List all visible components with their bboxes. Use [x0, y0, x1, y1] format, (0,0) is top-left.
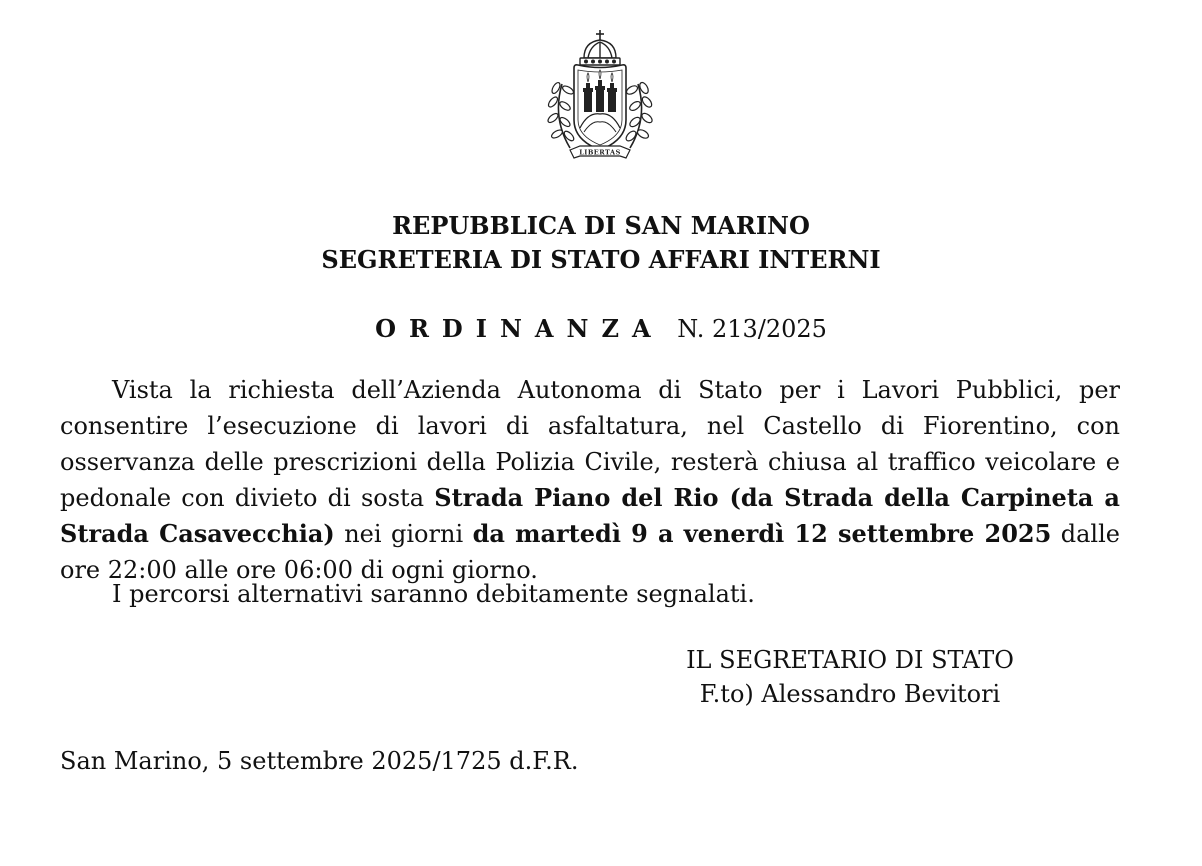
ordinanza-title — [0, 312, 1202, 346]
body-text-part-3: dalle ore 22:00 alle ore 06:00 di ogni giorno. — [60, 520, 1120, 584]
body-text-part-1: Vista la richiesta dell’Azienda Autonoma di Stato per i Lavori Pubblici, per consentire l’esecuzione di lavori di asfaltatura, nel Castello di Fiorentino, con osservanza delle prescrizioni della Polizia Civile, resterà chiusa al traffico veicolare e pedonale con divieto di sosta — [60, 376, 1120, 512]
motto-ribbon — [570, 146, 630, 158]
header-secretariat: SEGRETERIA DI STATO AFFARI INTERNI — [321, 245, 881, 274]
body-closure-dates: da martedì 9 a venerdì 12 settembre 2025 — [472, 519, 1052, 548]
oak-branch-right-icon — [624, 81, 653, 148]
signature-signer: F.to) Alessandro Bevitori — [699, 680, 1001, 708]
body-text-part-2: nei giorni — [334, 520, 473, 548]
place-and-date: San Marino, 5 settembre 2025/1725 d.F.R. — [60, 747, 579, 775]
signature-role: IL SEGRETARIO DI STATO — [686, 646, 1014, 674]
laurel-branch-left-icon — [546, 81, 575, 148]
crown-icon — [580, 40, 620, 65]
header-republic: REPUBBLICA DI SAN MARINO — [392, 211, 810, 240]
svg-text:LIBERTAS: LIBERTAS — [579, 148, 621, 157]
ordinanza-word: ORDINANZA — [375, 314, 664, 343]
body-road-name: Strada Piano del Rio (da Strada della Carpineta a Strada Casavecchia) — [60, 483, 1120, 548]
shield-icon — [574, 65, 626, 150]
coat-of-arms-emblem — [540, 28, 660, 166]
ordinance-body-paragraph — [60, 372, 1120, 588]
crown-cross-icon — [596, 30, 604, 40]
ordinanza-number: N. 213/2025 — [677, 315, 827, 343]
alternative-routes-note: I percorsi alternativi saranno debitamente segnalati. — [112, 580, 755, 608]
